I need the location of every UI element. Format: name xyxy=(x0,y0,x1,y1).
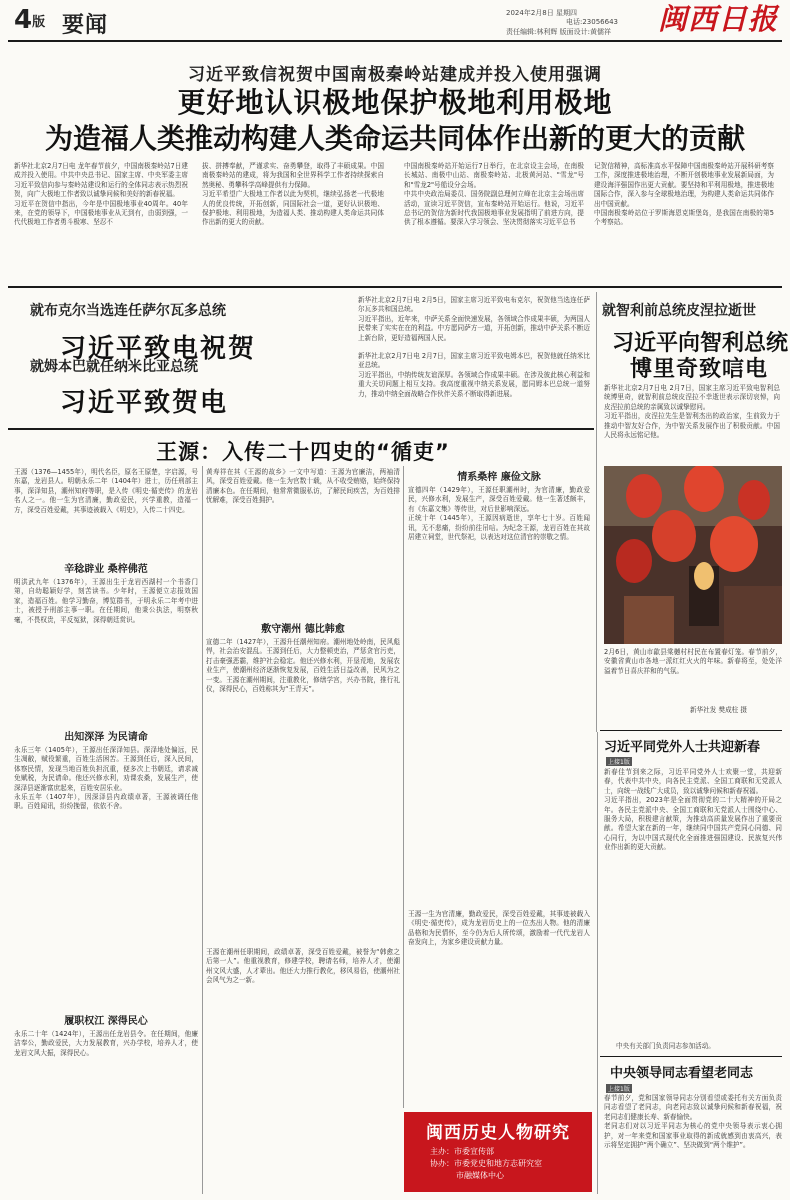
feature-divider-2 xyxy=(403,466,404,1108)
feature-col3-more: 王源一生为官清廉，勤政爱民，深受百姓爱戴，其事迹被载入《明史·循吏传》，成为龙岩历史上的一位杰出人物。他的清廉品格和为民情怀，至今仍为后人所传颂，激励着一代代龙岩人奋发向上，为家乡建设贡献力量。 xyxy=(408,910,590,947)
namibia-headline: 习近平致贺电 xyxy=(60,388,229,418)
lead-kicker: 习近平致信祝贺中国南极秦岭站建成并投入使用强调 xyxy=(188,65,602,85)
feature-col1-sec1: 明洪武九年（1376年），王源出生于龙岩西湖村一个书香门第，自幼聪颖好学，刻苦读书。少年时，王源便立志报效国家，造福百姓。他学习勤奋，博览群书，于明永乐二年考中进士，被授予刑部主事一职。在任期间，他秉公执法，明察秋毫，不畏权贵，平反冤狱，深得朝廷赏识。 xyxy=(14,578,198,624)
lantern-photo-graphic xyxy=(604,466,782,644)
page-number-digit: 4 xyxy=(14,5,33,35)
banner-title: 闽西历史人物研究 xyxy=(426,1123,570,1143)
leaders-tag: 上接1版 xyxy=(608,1086,630,1093)
right-column-divider xyxy=(597,732,598,1194)
feature-sec5-title: 敷守潮州 德比韩愈 xyxy=(261,624,345,635)
experts-headline: 习近平同党外人士共迎新春 xyxy=(604,740,761,755)
lead-headline-1: 更好地认识极地保护极地利用极地 xyxy=(177,86,613,119)
experts-top-rule xyxy=(600,730,782,731)
pinera-headline-1: 习近平向智利总统 xyxy=(612,331,789,356)
pinera-body: 新华社北京2月7日电 2月7日，国家主席习近平致电智利总统博里奇，就智利前总统皮涅拉不幸逝世表示深切哀悼，向皮涅拉前总统的亲属致以诚挚慰问。 习近平指出，皮涅拉先生是智利杰出的政治家，生前致力于推动中智友好合作，为中智关系发展作出了积极贡献。中国人民将永远铭记他。 xyxy=(604,384,780,440)
lantern-photo xyxy=(604,466,782,644)
feature-sec3-title: 履职权江 深得民心 xyxy=(64,1016,148,1027)
sarkissian-kicker: 就布克尔当选连任萨尔瓦多总统 xyxy=(30,303,226,319)
feature-col2-sec5: 宣德二年（1427年），王源升任潮州知府。潮州地处岭南，民风彪悍，社会治安混乱。王源到任后，大力整顿吏治，严惩贪官污吏，打击豪强恶霸，维护社会稳定。他还兴修水利，开垦荒地，发展农业生产，使潮州经济逐渐恢复发展，百姓生活日益改善，民风为之一变。王源在潮州期间，注重教化，修缮学宫，兴办书院，推行礼仪，深得民心，百姓称其为“王青天”。 xyxy=(206,638,400,694)
sarkissian-headline: 习近平致电祝贺 xyxy=(60,334,257,364)
banner-org-1: 主办：市委宣传部 xyxy=(430,1147,494,1156)
photo-caption: 2月6日，黄山市歙县棠樾村村民在布置春灯笼。春节前夕，安徽省黄山市各地一派红红火火的年味。新春将至，处处洋溢着节日喜庆祥和的气氛。 xyxy=(604,648,782,675)
feature-col3-sec4: 宣德四年（1429年），王源任职潮州时，为官清廉，勤政爱民，兴修水利，发展生产，深受百姓爱戴。他一生著述颇丰，有《东嘉文集》等传世，对后世影响深远。 正统十年（1445年），王源因病逝世，享年七十岁。百姓闻讯，无不悲痛，纷纷前往吊唁。为纪念王源，龙岩百姓在其故居建立祠堂，世代祭祀，以表达对这位清官的崇敬之情。 xyxy=(408,486,590,542)
leaders-headline: 中央领导同志看望老同志 xyxy=(610,1066,754,1081)
experts-note: 中央有关部门负责同志参加活动。 xyxy=(616,1042,715,1050)
experts-body: 新春佳节到来之际，习近平同党外人士欢聚一堂，共迎新春，代表中共中央，向各民主党派、全国工商联和无党派人士，向统一战线广大成员，致以诚挚问候和新春祝福。 习近平指出，2023年是全面贯彻党的二十大精神的开局之年。各民主党派中央、全国工商联和无党派人士围绕中心、服务大局，积极建言献策，为推动高质量发展作出了重要贡献。希望大家在新的一年，继续同中国共产党同心同德、同心同行，为以中国式现代化全面推进强国建设、民族复兴伟业作出新的更大贡献。 xyxy=(604,768,782,852)
feature-sec4-title: 情系桑梓 廉俭文脉 xyxy=(457,472,541,483)
pinera-kicker: 就智利前总统皮涅拉逝世 xyxy=(602,303,756,319)
paper-name-logo: 闽西日报 xyxy=(658,2,779,36)
phone-line: 电话:23056643 xyxy=(566,18,618,26)
lead-col-3: 中国南极秦岭站开始运行7日举行，在北京设主会场，在南极长城站、南极中山站、南极秦岭站、北极黄河站、"雪龙"号和"雪龙2"号船设分会场。 中共中央政治局委员、国务院副总理何立峰在北京主会场出席活动，宣读习近平贺信，宣布秦岭站开始运行。他说，习近平总书记的贺信为新时代我国极地事业发展指明了前进方向，提供了根本遵循。要深入学习领会、坚决贯彻落实习近平总书 xyxy=(404,162,584,227)
experts-tag: 上接1版 xyxy=(608,759,630,766)
sarkissian-body: 新华社北京2月7日电 2月5日，国家主席习近平致电布克尔，祝贺他当选连任萨尔瓦多共和国总统。 习近平指出，近年来，中萨关系全面快速发展，各领域合作成果丰硕，为两国人民带来了实实在在的利益。中方愿同萨方一道，开拓创新，推动中萨关系不断迈上新台阶，更好造福两国人民。 xyxy=(358,296,590,342)
lead-col-2: 拔、拼搏奉献，严谨求实、奋勇攀登，取得了丰硕成果。中国南极秦岭站的建成，将为我国和全世界科学工作者持续探索自然奥秘、勇攀科学高峰提供有力保障。 习近平希望广大极地工作者以此为契机，继续弘扬老一代极地人的优良传统，开拓创新，同国际社会一道，更好认识极地、保护极地、利用极地，为造福人类、推动构建人类命运共同体作出新的更大的贡献。 xyxy=(202,162,384,227)
feature-col1-intro: 王源（1376—1455年），明代名臣，原名王原楚，字启源，号东嘉，龙岩县人。明朝永乐二年（1404年）进士，历任刑部主事，深泽知县，潮州知府等职，是入传《明史·循吏传》的龙岩名人之一。他一生为官清廉，勤政爱民，兴学重教，造福一方，深受百姓爱戴，其事迹被载入《明史》，入传二十四史。 xyxy=(14,468,198,514)
feature-sec2-title: 出知深泽 为民请命 xyxy=(64,732,148,743)
lead-col-1: 新华社北京2月7日电 龙年春节前夕，中国南极秦岭站7日建成并投入使用。中共中央总书记、国家主席、中央军委主席习近平致信向参与秦岭站建设和运行的全体同志表示热烈祝贺，向广大极地工作者致以诚挚问候和美好的新春祝福。 习近平在贺信中指出，今年是中国极地事业40周年。40年来，在党的领导下，中国极地事业从无到有，由弱到强，一代代极地工作者勇斗极寒、坚忍不 xyxy=(14,162,188,227)
feature-col1-sec2: 永乐三年（1405年），王源出任深泽知县。深泽地处偏远，民生凋敝，赋役繁重，百姓生活困苦。王源到任后，深入民间，体察民情，发现当地百姓负担沉重，便多次上书朝廷，请求减免赋税，为民请命。他还兴修水利，劝课农桑，发展生产，使深泽县逐渐富庶起来，百姓安居乐业。 永乐五年（1407年），因深泽县内政绩卓著，王源被调任他职。百姓闻讯，纷纷挽留，依依不舍。 xyxy=(14,746,198,811)
feature-col2-more: 王源在潮州任职期间，政绩卓著，深受百姓爱戴，被誉为“韩愈之后第一人”。他重视教育，修建学校，聘请名师，培养人才，使潮州文风大盛，人才辈出。他还大力推行教化，移风易俗，使潮州社会风气为之一新。 xyxy=(206,948,400,985)
feature-divider-1 xyxy=(202,466,203,1194)
editor-line: 责任编辑:林利辉 版面设计:黄儒祥 xyxy=(506,28,611,36)
feature-top-rule xyxy=(8,428,594,430)
banner-org-3: 市融媒体中心 xyxy=(456,1171,504,1180)
masthead-rule xyxy=(8,40,782,42)
row2-divider-vertical xyxy=(596,292,597,732)
lead-col-4: 记贺信精神，高标准高水平保障中国南极秦岭站开展科研考察工作，深度推进极地治理，不断开创极地事业发展新局面，为建设海洋强国作出更大贡献。要坚持和平利用极地，推进极地国际合作，深入参与全球极地治理，为构建人类命运共同体作出中国贡献。 中国南极秦岭站位于罗斯海恩克斯堡岛，是我国在南极的第5个考察站。 xyxy=(594,162,774,227)
feature-sec1-title: 辛稔辟业 桑梓佛范 xyxy=(64,564,148,575)
photo-credit: 新华社发 樊成柱 摄 xyxy=(690,706,747,714)
banner-org-2: 协办：市委党史和地方志研究室 xyxy=(430,1159,542,1168)
page-number-unit: 版 xyxy=(32,15,46,30)
date-line: 2024年2月8日 星期四 xyxy=(506,9,577,17)
page-number xyxy=(14,6,45,37)
leaders-body: 春节前夕，党和国家领导同志分别看望或委托有关方面负责同志看望了老同志，向老同志致以诚挚问候和新春祝福，祝老同志们健康长寿、新春愉快。 老同志们对以习近平同志为核心的党中央领导表示衷心拥护，对一年来党和国家事业取得的新成就感到由衷高兴，表示将坚定拥护“两个确立”、坚决做到“两个维护”。 xyxy=(604,1094,782,1150)
lead-bottom-rule xyxy=(8,286,782,288)
section-name: 要闻 xyxy=(62,13,109,38)
lead-headline-2: 为造福人类推动构建人类命运共同体作出新的更大的贡献 xyxy=(44,122,745,155)
history-banner xyxy=(404,1112,592,1192)
feature-col1-sec3: 永乐二十年（1424年），王源出任龙岩县令。在任期间，他廉洁奉公，勤政爱民，大力发展教育，兴办学校，培养人才，使龙岩文风大振，深得民心。 xyxy=(14,1030,198,1057)
masthead xyxy=(0,0,790,40)
namibia-kicker: 就姆本巴就任纳米比亚总统 xyxy=(30,359,198,375)
namibia-body: 新华社北京2月7日电 2月7日，国家主席习近平致电姆本巴，祝贺他就任纳米比亚总统。 习近平指出，中纳传统友谊深厚。各领域合作成果丰硕。在涉及彼此核心利益和重大关切问题上相互支持。我高度重视中纳关系发展，愿同姆本巴总统一道努力，推动中纳全面战略合作伙伴关系不断取得新进展。 xyxy=(358,352,590,398)
feature-headline: 王源：入传二十四史的“循吏” xyxy=(156,440,450,464)
feature-col2-intro: 黄寿祥在其《王源的故乡》一文中写道：王源为官廉洁，两袖清风，深受百姓爱戴。他一生为官数十载，从不收受贿赂，始终保持清廉本色。在任期间，他常常微服私访，了解民间疾苦，为百姓排忧解难，深受百姓拥护。 xyxy=(206,468,400,505)
pinera-headline-2: 博里奇致唁电 xyxy=(630,357,769,382)
leaders-top-rule xyxy=(600,1056,782,1057)
